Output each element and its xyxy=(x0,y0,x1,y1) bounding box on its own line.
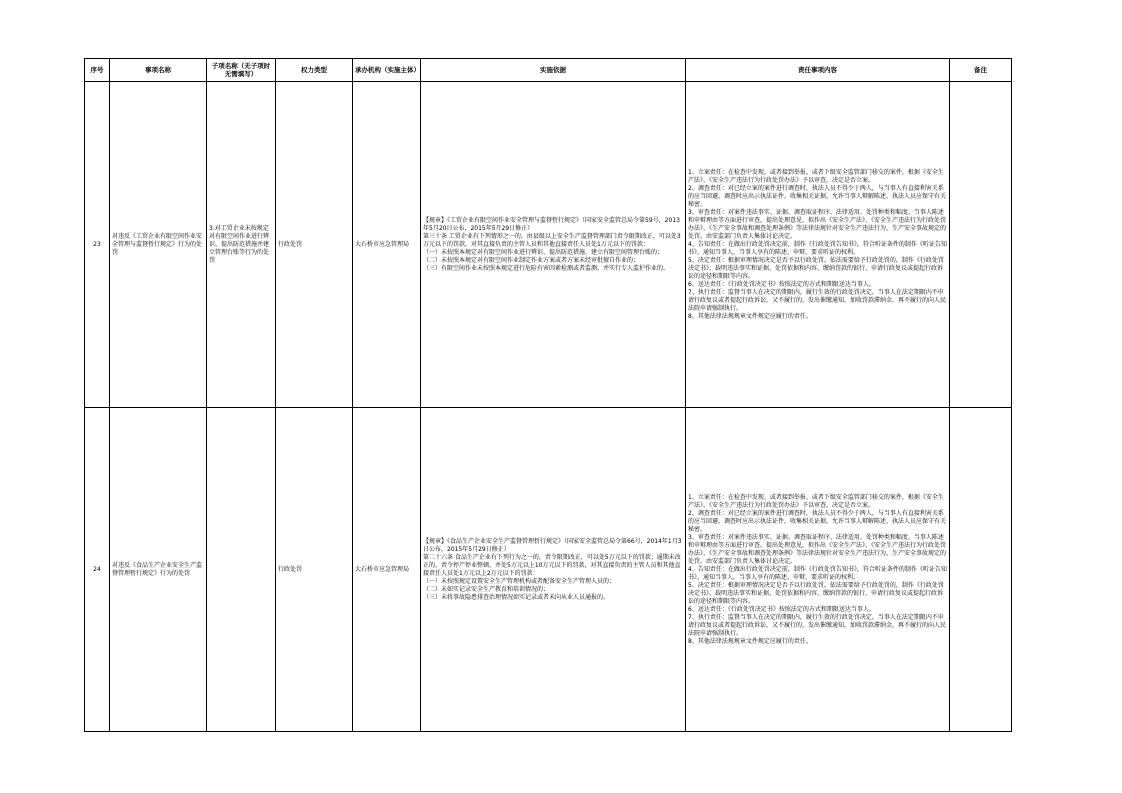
row-remarks xyxy=(950,82,1012,408)
header-remarks: 备注 xyxy=(950,59,1012,82)
header-responsibility: 责任事项内容 xyxy=(686,59,950,82)
row-item-name: 对违反《工贸企业有限空间作业安全管理与监督暂行规定》行为的处罚 xyxy=(110,82,207,408)
row-responsibility: 1、立案责任：在检查中发现、或者接到举报、或者下级安全监管部门移交的案件，根据《安全生产法》、《安全生产违法行为行政处罚办法》予以审查，决定是否立案。 2、调查责任：对已经立案的案件进行调查时，执法人员不得少于两人，与当事人有直接利害关系的应当回避。调查时应出示执法证件，收集相关证据，允许当事人辩解陈述，执法人员应保守有关秘密。 3、审查责任：对案件违法事实、证据、调查取证程序、法律适用、处罚种类和幅度、当事人陈述和申辩理由等方面进行审查，提出处理意见，拟作出《安全生产法》、《安全生产违法行为行政处罚办法》、《生产安全事故和调查处理条例》等法律法规针对安全生产违法行为、生产安全事故规定的处罚，由安监部门负责人集体讨论决定。 4、告知责任：在做出行政处罚决定前，制作《行政处罚告知书》，符合听证条件的制作《听证告知书》，通知当事人，当事人享有的陈述、申辩、要求听证的权利。 5、决定责任：根据审理情况决定是否予以行政处罚。依法需要给予行政处罚的，制作《行政处罚决定书》，载明违法事实和证据、处罚依据和内容、缴纳罚款的银行、申请行政复议或提起行政诉讼的途径和期限等内容。 6、送达责任：《行政处罚决定书》按照法定的方式和期限送达当事人。 7、执行责任：监督当事人在决定的期限内，履行生效的行政处罚决定。当事人在法定期限内不申请行政复议或者提起行政诉讼，又不履行的，发出催缴通知，加收罚款滞纳金，再不履行的向人民法院申请强制执行。 8、其他法律法规规章文件规定应履行的责任。 xyxy=(686,82,950,408)
row-basis: 【规章】《工贸企业有限空间作业安全管理与监督暂行规定》（国家安全监管总局令第59号，2013年5月20日公布，2015年5月29日修正） 第三十条 工贸企业有下列情形之一的，由县级以上安全生产监督管理部门责令限期改正，可以处3万元以下的罚款，对其直接负责的主管人员和其他直接责任人员处1万元以下的罚款： （一）未按照本规定对有限空间作业进行辨识、提出防范措施、建立有限空间管理台账的； （二）未按照本规定对有限空间作业制定作业方案或者方案未经审批擅自作业的； （三）有限空间作业未按照本规定进行危险有害因素检测或者监测，并实行专人监护作业的。 xyxy=(421,82,686,408)
header-row xyxy=(85,59,1012,82)
row-power-type: 行政处罚 xyxy=(276,82,353,408)
row-seq: 23 xyxy=(85,82,110,408)
row-item-name: 对违反《食品生产企业安全生产监督管理暂行规定》行为的处罚 xyxy=(110,408,207,732)
header-power-type: 权力类型 xyxy=(276,59,353,82)
row-power-type: 行政处罚 xyxy=(276,408,353,732)
row-agency: 大石桥市应急管理局 xyxy=(353,82,421,408)
header-sub-item: 子项名称（无子项时无需填写） xyxy=(207,59,276,82)
row-sub-item: 3.对工贸企业未按规定对有限空间作业进行辨识、提出防范措施并建立管理台账等行为的处罚 xyxy=(207,82,276,408)
power-list-table xyxy=(84,58,1012,732)
row-responsibility: 1、立案责任：在检查中发现、或者接到举报、或者下级安全监管部门移交的案件，根据《安全生产法》、《安全生产违法行为行政处罚办法》予以审查，决定是否立案。 2、调查责任：对已经立案的案件进行调查时，执法人员不得少于两人，与当事人有直接利害关系的应当回避。调查时应出示执法证件，收集相关证据，允许当事人辩解陈述，执法人员应保守有关秘密。 3、审查责任：对案件违法事实、证据、调查取证程序、法律适用、处罚种类和幅度、当事人陈述和申辩理由等方面进行审查，提出处理意见，拟作出《安全生产法》、《安全生产违法行为行政处罚办法》、《生产安全事故和调查处理条例》等法律法规针对安全生产违法行为、生产安全事故规定的处罚，由安监部门负责人集体讨论决定。 4、告知责任：在做出行政处罚决定前，制作《行政处罚告知书》，符合听证条件的制作《听证告知书》，通知当事人，当事人享有的陈述、申辩、要求听证的权利。 5、决定责任：根据审理情况决定是否予以行政处罚。依法需要给予行政处罚的，制作《行政处罚决定书》，载明违法事实和证据、处罚依据和内容、缴纳罚款的银行、申请行政复议或提起行政诉讼的途径和期限等内容。 6、送达责任：《行政处罚决定书》按照法定的方式和期限送达当事人。 7、执行责任：监督当事人在决定的期限内，履行生效的行政处罚决定。当事人在法定期限内不申请行政复议或者提起行政诉讼，又不履行的，发出催缴通知，加收罚款滞纳金，再不履行的向人民法院申请强制执行。 8、其他法律法规规章文件规定应履行的责任。 xyxy=(686,408,950,732)
header-basis: 实施依据 xyxy=(421,59,686,82)
row-basis: 【规章】《食品生产企业安全生产监督管理暂行规定》（国家安全监管总局令第66号，2014年1月3日公布，2015年5月29日修正） 第二十六条 食品生产企业有下列行为之一的，责令限期改正，可以处5万元以下的罚款；逾期未改正的，责令停产停业整顿，并处5万元以上10万元以下的罚款，对其直接负责的主管人员和其他直接责任人员处1万元以上2万元以下的罚款： （一）未按照规定设置安全生产管理机构或者配备安全生产管理人员的； （二）未如实记录安全生产教育和培训情况的； （三）未将事故隐患排查治理情况如实记录或者未向从业人员通报的。 xyxy=(421,408,686,732)
table-row xyxy=(85,408,1012,732)
header-agency: 承办机构（实施主体） xyxy=(353,59,421,82)
table-row xyxy=(85,82,1012,408)
header-seq: 序号 xyxy=(85,59,110,82)
row-sub-item xyxy=(207,408,276,732)
row-seq: 24 xyxy=(85,408,110,732)
header-item-name: 事项名称 xyxy=(110,59,207,82)
row-agency: 大石桥市应急管理局 xyxy=(353,408,421,732)
row-remarks xyxy=(950,408,1012,732)
